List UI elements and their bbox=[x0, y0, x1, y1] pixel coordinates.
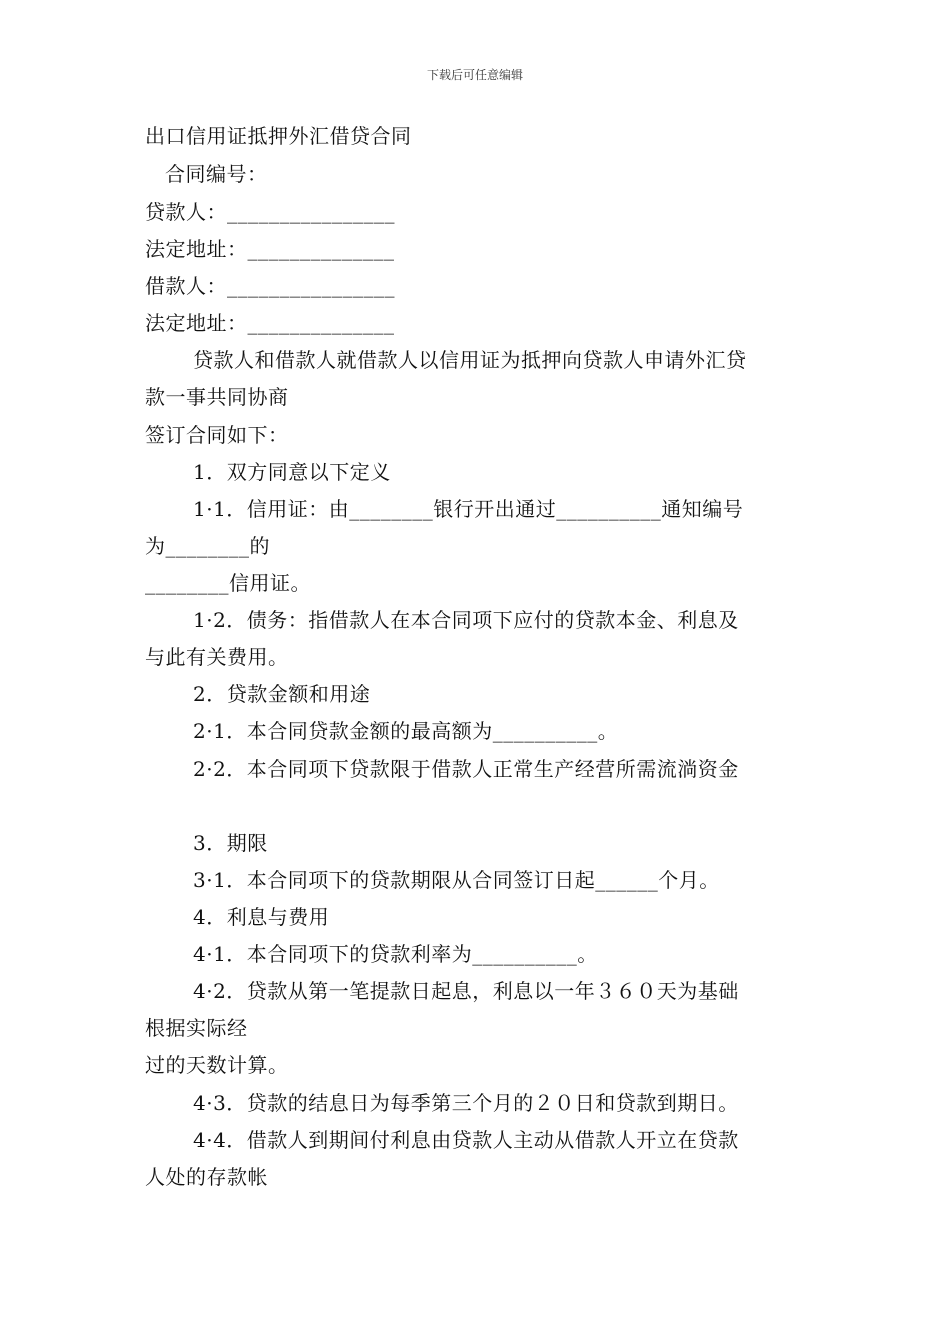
borrower-address-line: 法定地址：______________ bbox=[145, 311, 395, 335]
clause-3-1: 3·1．本合同项下的贷款期限从合同签订日起______个月。 bbox=[193, 868, 720, 892]
section-2-heading: 2．贷款金额和用途 bbox=[193, 682, 371, 706]
section-4-heading: 4．利息与费用 bbox=[193, 905, 330, 929]
clause-4-3: 4·3．贷款的结息日为每季第三个月的２０日和贷款到期日。 bbox=[193, 1091, 739, 1115]
section-3-heading: 3．期限 bbox=[193, 831, 268, 855]
lender-line: 贷款人：________________ bbox=[145, 200, 395, 224]
clause-4-2-line-3: 过的天数计算。 bbox=[145, 1053, 289, 1077]
intro-paragraph-line-2: 款一事共同协商 bbox=[145, 385, 289, 409]
section-1-heading: 1．双方同意以下定义 bbox=[193, 460, 391, 484]
clause-1-1-line-2: 为________的 bbox=[145, 534, 270, 558]
clause-4-4-line-2: 人处的存款帐 bbox=[145, 1165, 268, 1189]
page-header: 下载后可任意编辑 bbox=[426, 68, 523, 82]
clause-4-2-line-2: 根据实际经 bbox=[145, 1016, 248, 1040]
clause-1-1-line-3: ________信用证。 bbox=[145, 571, 311, 595]
clause-4-1: 4·1．本合同项下的贷款利率为__________。 bbox=[193, 942, 598, 966]
lender-address-line: 法定地址：______________ bbox=[145, 237, 395, 261]
intro-paragraph-line-1: 贷款人和借款人就借款人以信用证为抵押向贷款人申请外汇贷 bbox=[193, 348, 747, 372]
clause-2-2: 2·2．本合同项下贷款限于借款人正常生产经营所需流淌资金 bbox=[193, 757, 739, 781]
clause-1-2-line-1: 1·2．债务：指借款人在本合同项下应付的贷款本金、利息及 bbox=[193, 608, 739, 632]
clause-4-4-line-1: 4·4．借款人到期间付利息由贷款人主动从借款人开立在贷款 bbox=[193, 1128, 739, 1152]
document-title: 出口信用证抵押外汇借贷合同 bbox=[145, 124, 412, 148]
contract-number: 合同编号： bbox=[165, 162, 268, 186]
borrower-line: 借款人：________________ bbox=[145, 274, 395, 298]
clause-1-1-line-1: 1·1．信用证：由________银行开出通过__________通知编号 bbox=[193, 497, 744, 521]
intro-paragraph-line-3: 签订合同如下： bbox=[145, 423, 289, 447]
clause-4-2-line-1: 4·2．贷款从第一笔提款日起息，利息以一年３６０天为基础 bbox=[193, 979, 739, 1003]
clause-2-1: 2·1．本合同贷款金额的最高额为__________。 bbox=[193, 719, 619, 743]
clause-1-2-line-2: 与此有关费用。 bbox=[145, 645, 289, 669]
